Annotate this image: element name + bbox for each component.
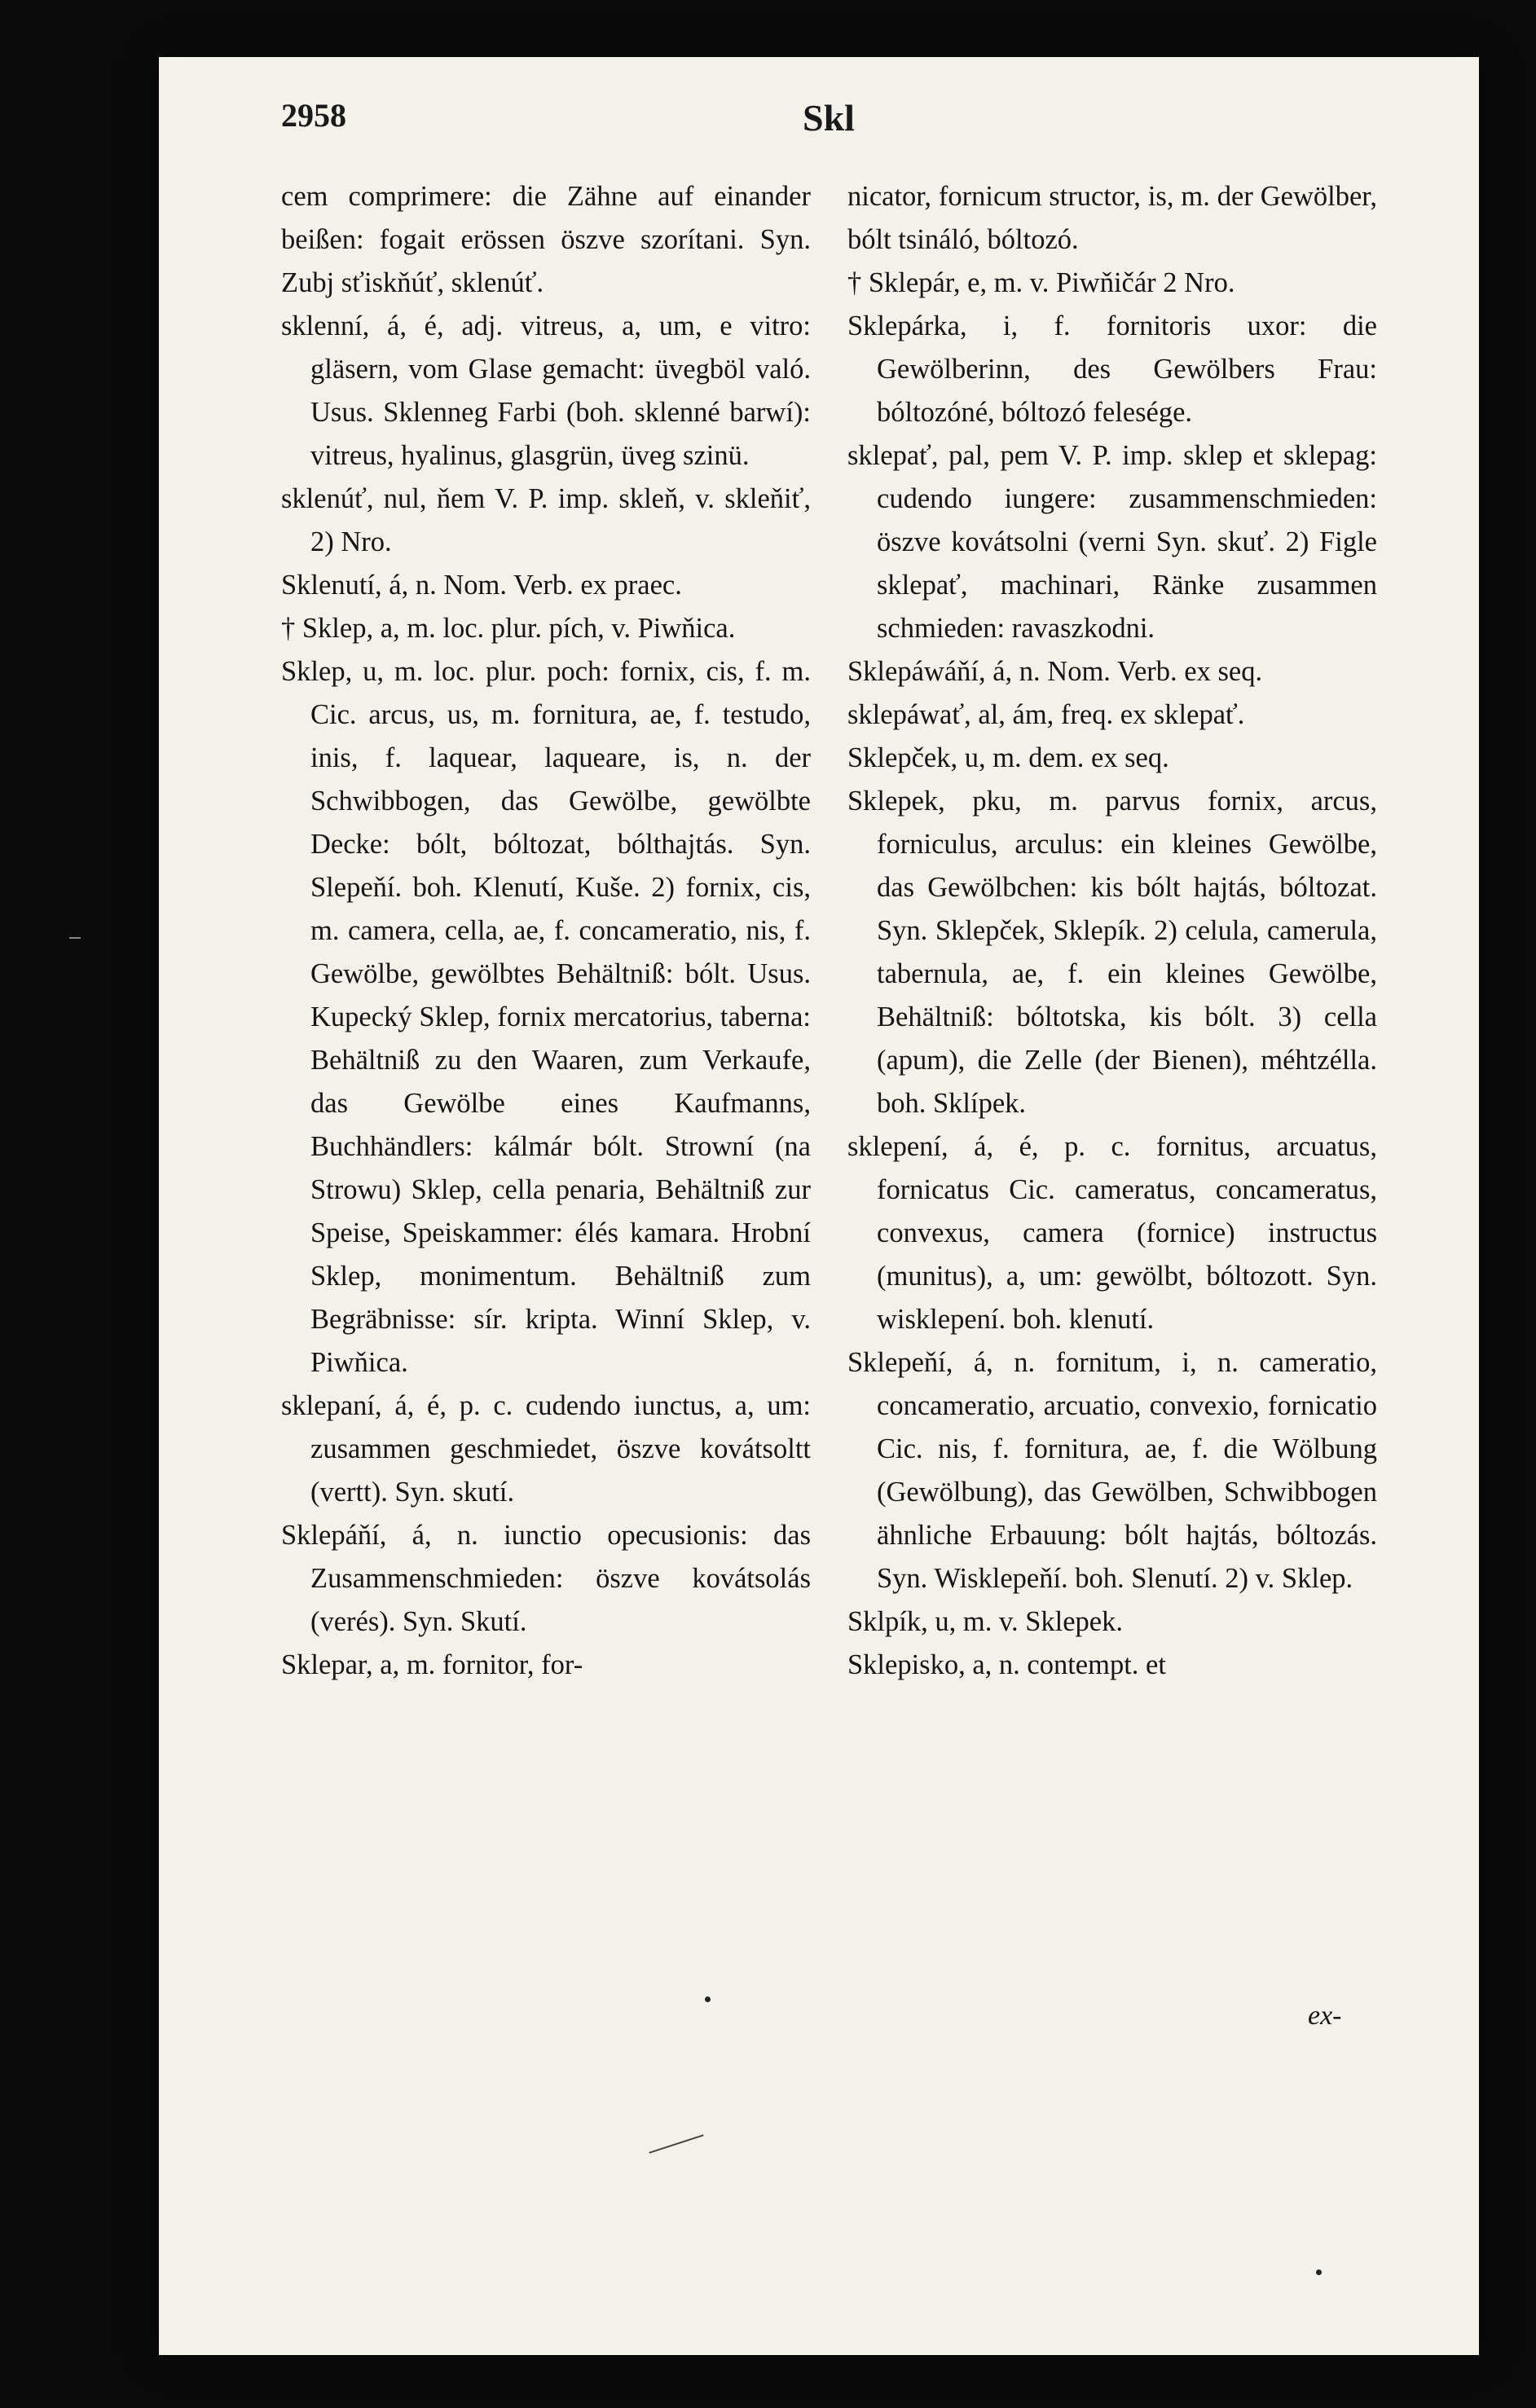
entry: sklenní, á, é, adj. vitreus, a, um, e vitro: gläsern, vom Glase gemacht: üvegböl való. Usus. Sklenneg Farbi (boh. sklenné barwí): vitreus, hyalinus, glasgrün, üveg szinü. bbox=[281, 310, 811, 471]
dictionary-page bbox=[159, 57, 1479, 2355]
catchword: ex- bbox=[1308, 2001, 1342, 2031]
entry: Sklep, u, m. loc. plur. poch: fornix, cis, f. m. Cic. arcus, us, m. fornitura, ae, f. testudo, inis, f. laquear, laqueare, is, n. der Schwibbogen, das Gewölbe, gewölbte Decke: bólt, bóltozat, bólthajtás. Syn. Slepeňí. boh. Klenutí, Kuše. 2) fornix, cis, m. camera, cella, ae, f. concameratio, nis, f. Gewölbe, gewölbtes Behältniß: bólt. Usus. Kupecký Sklep, fornix mercatorius, taberna: Behältniß zu den Waaren, zum Verkaufe, das Gewölbe eines Kaufmanns, Buchhändlers: kálmár bólt. Strowní (na Strowu) Sklep, cella penaria, Behältniß zur Speise, Speiskammer: élés kamara. Hrobní Sklep, monimentum. Behältniß zum Begräbnisse: sír. kripta. Winní Sklep, v. Piwňica. bbox=[281, 656, 811, 1378]
entry: † Sklep, a, m. loc. plur. pích, v. Piwňica. bbox=[281, 613, 736, 644]
entry: Sklepárka, i, f. fornitoris uxor: die Gewölberinn, des Gewölbers Frau: bóltozóné, bóltozó felesége. bbox=[847, 310, 1377, 428]
entry: Sklepisko, a, n. contempt. et bbox=[847, 1649, 1166, 1680]
entry: Sklepček, u, m. dem. ex seq. bbox=[847, 742, 1169, 773]
page-header bbox=[281, 96, 1357, 153]
entry: Sklenutí, á, n. Nom. Verb. ex praec. bbox=[281, 570, 682, 601]
entry: sklepaní, á, é, p. c. cudendo iunctus, a, um: zusammen geschmiedet, öszve kovátsoltt (vertt). Syn. skutí. bbox=[281, 1390, 811, 1508]
ink-dot bbox=[705, 1996, 711, 2002]
page-number: 2958 bbox=[281, 97, 346, 134]
running-head: Skl bbox=[803, 97, 855, 139]
entry: † Sklepár, e, m. v. Piwňičár 2 Nro. bbox=[847, 267, 1235, 298]
ink-dot bbox=[1316, 2269, 1322, 2275]
entry: Sklepáwáňí, á, n. Nom. Verb. ex seq. bbox=[847, 656, 1263, 687]
pen-stroke bbox=[649, 2134, 703, 2154]
entry: sklepení, á, é, p. c. fornitus, arcuatus, fornicatus Cic. cameratus, concameratus, convexus, camera (fornice) instructus (munitus), a, um: gewölbt, bóltozott. Syn. wisklepení. boh. klenutí. bbox=[847, 1131, 1377, 1335]
left-column bbox=[281, 175, 811, 1687]
entry: Sklpík, u, m. v. Sklepek. bbox=[847, 1606, 1123, 1637]
entry: sklepať, pal, pem V. P. imp. sklep et sklepag: cudendo iungere: zusammenschmieden: öszve kovátsolni (verni Syn. skuť. 2) Figle sklepať, machinari, Ränke zusammen schmieden: ravaszkodni. bbox=[847, 440, 1377, 644]
right-column bbox=[847, 175, 1377, 1687]
entry: Sklepáňí, á, n. iunctio opecusionis: das Zusammenschmieden: öszve kovátsolás (verés). Syn. Skutí. bbox=[281, 1520, 811, 1637]
entry: nicator, fornicum structor, is, m. der Gewölber, bólt tsináló, bóltozó. bbox=[847, 181, 1377, 255]
entry: sklepáwať, al, ám, freq. ex sklepať. bbox=[847, 699, 1245, 730]
margin-mark bbox=[69, 937, 81, 939]
entry: Sklepek, pku, m. parvus fornix, arcus, forniculus, arculus: ein kleines Gewölbe, das Gewölbchen: kis bólt hajtás, bóltozat. Syn. Sklepček, Sklepík. 2) celula, camerula, tabernula, ae, f. ein kleines Gewölbe, Behältniß: bóltotska, kis bólt. 3) cella (apum), die Zelle (der Bienen), méhtzélla. boh. Sklípek. bbox=[847, 786, 1377, 1119]
entry: sklenúť, nul, ňem V. P. imp. skleň, v. skleňiť, 2) Nro. bbox=[281, 483, 811, 557]
entry: Sklepeňí, á, n. fornitum, i, n. cameratio, concameratio, arcuatio, convexio, fornicatio Cic. nis, f. fornitura, ae, f. die Wölbung (Gewölbung), das Gewölben, Schwibbogen ähnliche Erbauung: bólt hajtás, bóltozás. Syn. Wisklepeňí. boh. Slenutí. 2) v. Sklep. bbox=[847, 1347, 1377, 1594]
entry: cem comprimere: die Zähne auf einander beißen: fogait erössen öszve szorítani. Syn. Zubj sťiskňúť, sklenúť. bbox=[281, 181, 811, 298]
entry: Sklepar, a, m. fornitor, for- bbox=[281, 1649, 583, 1680]
